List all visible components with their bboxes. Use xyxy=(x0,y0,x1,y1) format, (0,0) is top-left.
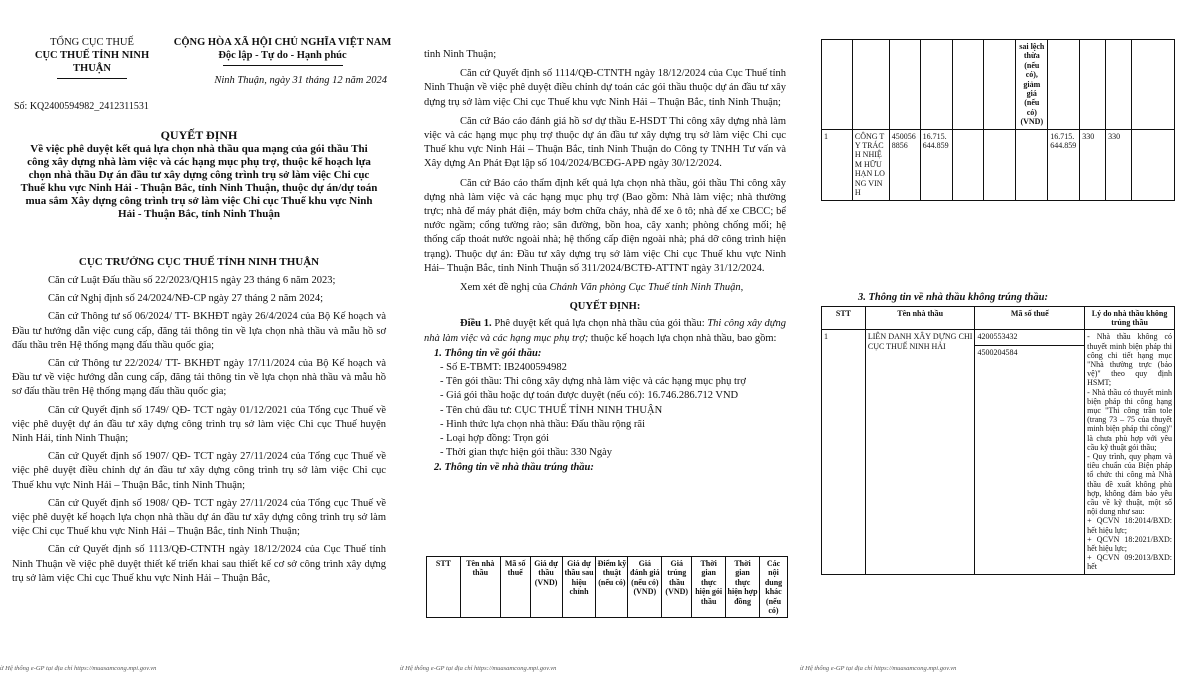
decision-subject: Về việc phê duyệt kết quả lựa chọn nhà thầu qua mạng của gói thầu Thi công xây dựng nhà làm việc và các hạng mục phụ trợ, thuộc kế hoạch lựa chọn nhà thầu Dự án đầu tư xây dựng công trình trụ sở làm việc Chi cục Thuế khu vực Ninh Hải - Thuận Bắc, tỉnh Ninh Thuận, thuộc dự án/dự toán mua sắm Xây dựng công trình trụ sở làm việc Chi cục Thuế khu vực Ninh Hải - Thuận Bắc, tỉnh Ninh Thuận xyxy=(20,143,378,220)
proposal-prefix: Xem xét đề nghị của xyxy=(460,282,550,294)
col-header: Thời gian thực hiện gói thầu xyxy=(692,557,726,618)
col-header: STT xyxy=(427,557,461,618)
article-1-text: Phê duyệt kết quả lựa chọn nhà thầu của gói thầu: xyxy=(491,318,708,330)
nation-line-1: CỘNG HÒA XÃ HỘI CHỦ NGHĨA VIỆT NAM xyxy=(173,37,392,48)
col-header: Lý do nhà thầu không trúng thầu xyxy=(1085,307,1175,330)
agency-underline xyxy=(57,78,127,79)
page-footer: ừ Hệ thống e-GP tại địa chỉ https://muasamcong.mpi.gov.vn xyxy=(400,665,557,672)
chief-title: CỤC TRƯỞNG CỤC THUẾ TỈNH NINH THUẬN xyxy=(78,256,320,268)
agency-line-2: CỤC THUẾ TỈNH NINH xyxy=(34,50,150,61)
cell-stt: 1 xyxy=(822,129,853,200)
cell-tax-code: 4500568856 xyxy=(889,129,920,200)
decides-heading: QUYẾT ĐỊNH: xyxy=(569,301,641,313)
paragraph: Căn cứ Quyết định số 1908/ QĐ- TCT ngày 27/11/2024 của Tổng cục Thuế về việc phê duyệt kế hoạch lựa chọn nhà thầu dự án đầu tư xây dựng công trình trụ sở làm việc Chi cục Thuế khu vực Ninh Hải – Thuận Bắc, tỉnh Ninh Thuận; xyxy=(12,497,386,538)
package-info-item: - Tên chủ đầu tư: CỤC THUẾ TỈNH NINH THUẬN xyxy=(440,404,663,416)
place-date: Ninh Thuận, ngày 31 tháng 12 năm 2024 xyxy=(214,75,387,86)
col-header: Giá đánh giá (nếu có) (VND) xyxy=(628,557,662,618)
decision-title xyxy=(18,129,380,221)
article-1-label: Điều 1. xyxy=(460,318,492,330)
col-header: Giá dự thầu sau hiệu chỉnh xyxy=(562,557,596,618)
section-1-title: 1. Thông tin về gói thầu: xyxy=(434,347,542,359)
loser-table xyxy=(821,306,1175,575)
section-3-title: 3. Thông tin về nhà thầu không trúng thầu: xyxy=(858,292,1048,303)
col-header: Tên nhà thầu xyxy=(460,557,500,618)
issuing-agency xyxy=(14,36,170,85)
proposal-line xyxy=(424,281,786,295)
paragraph: Căn cứ Quyết định số 1749/ QĐ- TCT ngày 01/12/2021 của Tổng cục Thuế về việc phê duyệt dự án đầu tư xây dựng công trình trụ sở làm việc Chi cục Thuế huyện Ninh Hải, tỉnh Ninh Thuận; xyxy=(12,404,386,445)
page-footer: ừ Hệ thống e-GP tại địa chỉ https://muasamcong.mpi.gov.vn xyxy=(800,665,957,672)
agency-line-1: TỔNG CỤC THUẾ xyxy=(50,37,134,48)
reason-item: - Nhà thầu có thuyết minh biện pháp thi công hạng mục "Thi công trần tole (trang 73 – 75 của thuyết minh biện pháp thi công)" là chưa phù hợp với yêu cầu kỹ thuật gói thầu; xyxy=(1087,387,1172,452)
motto-underline xyxy=(223,65,343,66)
reason-item: + QCVN 18:2014/BXD: hết hiệu lực; xyxy=(1087,516,1172,535)
col-header: Giá trúng thầu (VND) xyxy=(662,557,692,618)
reason-item: + QCVN 18:2021/BXD: hết hiệu lực; xyxy=(1087,534,1172,554)
cell-contract-time: 330 xyxy=(1106,129,1132,200)
table-row xyxy=(822,129,1175,200)
package-info-item: - Giá gói thầu hoặc dự toán được duyệt (nếu có): 16.746.286.712 VND xyxy=(440,390,739,402)
decision-heading: QUYẾT ĐỊNH xyxy=(160,128,238,142)
col-header: Các nội dung khác (nếu có) xyxy=(759,557,787,618)
col-header: STT xyxy=(822,307,866,330)
col-header: Tên nhà thầu xyxy=(865,307,975,330)
package-info-item: - Số E-TBMT: IB2400594982 xyxy=(440,362,567,374)
col-header: Mã số thuế xyxy=(500,557,530,618)
paragraph: Căn cứ Báo cáo thẩm định kết quả lựa chọn nhà thầu, gói thầu Thi công xây dựng nhà làm việc và các hạng mục phụ trợ (Bao gồm: Nhà làm việc; nhà thường trực; nhà để máy phát điện, máy bơm chữa cháy, nhà để xe ô tô; nhà để xe CBCC; bể nước ngầm; cổng tường rào; sân đường, bồn hoa, cây xanh; phòng chống mối; hệ thống cấp thoát nước ngoài nhà; hệ thống cấp điện ngoài nhà; phá dỡ công trình hiện trạng). Thuộc dự án: Đầu tư xây dựng trụ sở làm việc Chi cục Thuế khu vực Ninh Hải– Thuận Bắc, tỉnh Ninh Thuận số 311/2024/BCTĐ-ATTNT ngày 31/12/2024. xyxy=(424,177,786,274)
tax-code: 4500204584 xyxy=(975,345,1084,357)
col-header: Mã số thuế xyxy=(975,307,1085,330)
table-row xyxy=(822,330,1175,574)
winner-table-header xyxy=(426,556,788,618)
reason-item: - Quy trình, quy phạm và tiêu chuẩn của Biện pháp tổ chức thi công mà Nhà thầu đề xuất không phù hợp, không đảm bảo yêu cầu về kỹ thuật, một số nội dung như sau: xyxy=(1087,452,1172,517)
cell-stt: 1 xyxy=(822,330,866,574)
col-header: Thời gian thực hiện hợp đồng xyxy=(726,557,760,618)
table-row xyxy=(822,40,1175,130)
nation-line-2: Độc lập - Tự do - Hạnh phúc xyxy=(218,50,347,61)
document-page-1 xyxy=(0,0,400,678)
cell-tax-codes xyxy=(975,330,1085,574)
article-1-tail: thuộc kế hoạch lựa chọn nhà thầu, bao gồm: xyxy=(588,332,777,344)
package-info-item: - Tên gói thầu: Thi công xây dựng nhà làm việc và các hạng mục phụ trợ xyxy=(440,376,746,388)
paragraph: Căn cứ Quyết định số 1113/QĐ-CTNTH ngày 18/12/2024 của Cục Thuế tỉnh Ninh Thuận về việc phê duyệt thiết kế triển khai sau thiết kế cơ sở công trình xây dựng trụ sở làm việc Chi cục Thuế khu vực Ninh Hải – Thuận Bắc, xyxy=(12,544,386,584)
paragraph: Căn cứ Thông tư số 06/2024/ TT- BKHĐT ngày 26/4/2024 của Bộ Kế hoạch và Đầu tư hướng dẫn việc cung cấp, đăng tải thông tin về lựa chọn nhà thầu và mẫu hồ sơ đấu thầu trên Hệ thống mạng đấu thầu quốc gia; xyxy=(12,311,386,351)
document-page-2 xyxy=(400,0,800,678)
winner-table-continued xyxy=(821,39,1175,201)
cell-contractor-name: LIÊN DANH XÂY DỰNG CHI CỤC THUẾ NINH HẢI xyxy=(865,330,975,574)
reason-item: - Nhà thầu không có thuyết minh biện pháp thi công chi tiết hạng mục "Nhà thường trực (bảo vệ)" theo quy định HSMT; xyxy=(1087,332,1172,388)
page-footer: ừ Hệ thống e-GP tại địa chỉ https://muasamcong.mpi.gov.vn xyxy=(0,665,157,672)
legal-bases xyxy=(12,274,386,590)
paragraph: Căn cứ Nghị định số 24/2024/NĐ-CP ngày 27 tháng 2 năm 2024; xyxy=(48,293,324,305)
col-header: Điểm kỹ thuật (nếu có) xyxy=(596,557,628,618)
reason-item: + QCVN 09:2013/BXD: hết xyxy=(1087,553,1172,572)
package-info-item: - Loại hợp đồng: Trọn gói xyxy=(440,433,550,445)
paragraph: Căn cứ Thông tư 22/2024/ TT- BKHĐT ngày 17/11/2024 của Bộ Kế hoạch và Đầu tư về việc hướng dẫn cung cấp, đăng tải thông tin về lựa chọn nhà thầu và mẫu hồ sơ đấu thầu trên Hệ thống mạng đấu thầu quốc gia; xyxy=(12,358,386,398)
carry-over-text: tỉnh Ninh Thuận; xyxy=(424,49,497,60)
cell-winning-price: 16.715.644.859 xyxy=(1048,129,1080,200)
national-motto xyxy=(170,36,395,87)
article-1-package: Thi công xây dựng nhà làm việc và các hạng mục phụ trợ; xyxy=(424,318,786,344)
package-info-item: - Thời gian thực hiện gói thầu: 330 Ngày xyxy=(440,447,613,459)
paragraph: Căn cứ Luật Đấu thầu số 22/2023/QH15 ngày 23 tháng 6 năm 2023; xyxy=(48,275,336,286)
paragraph: Căn cứ Báo cáo đánh giá hồ sơ dự thầu E-HSDT Thi công xây dựng nhà làm việc và các hạng mục phụ trợ thuộc dự án đầu tư xây dựng trụ sở làm việc Chi cục Thuế khu vực Ninh Hải – Thuận Bắc, tỉnh Ninh Thuận do Công ty TNHH Tư vấn và Xây dựng An Phát Đạt lập số 104/2024/BCĐG-APĐ ngày 30/12/2024. xyxy=(424,115,786,170)
col-header: Giá dự thầu (VND) xyxy=(530,557,562,618)
cell-package-time: 330 xyxy=(1080,129,1106,200)
deviation-header: sai lệch thừa (nếu có), giảm giá (nếu có) (VND) xyxy=(1016,40,1048,130)
paragraph: Căn cứ Quyết định số 1114/QĐ-CTNTH ngày 18/12/2024 của Cục Thuế tỉnh Ninh Thuận về việc phê duyệt điều chỉnh dự toán các gói thầu thuộc dự án đầu tư xây dựng trụ sở làm việc Chi cục Thuế khu vực Ninh Hải – Thuận Bắc, tỉnh Ninh Thuận; xyxy=(424,68,786,108)
table-header-row xyxy=(822,307,1175,330)
proposal-office: Chánh Văn phòng Cục Thuế tỉnh Ninh Thuận, xyxy=(549,282,744,294)
tax-code: 4200553432 xyxy=(977,332,1018,342)
cell-bid-price: 16.715.644.859 xyxy=(920,129,952,200)
article-1 xyxy=(424,317,786,345)
page-2-body xyxy=(424,48,786,476)
cell-reasons xyxy=(1085,330,1175,574)
document-number: Số: KQ2400594982_2412311531 xyxy=(14,101,149,112)
package-info-item: - Hình thức lựa chọn nhà thầu: Đấu thầu rộng rãi xyxy=(440,418,645,430)
paragraph: Căn cứ Quyết định số 1907/ QĐ- TCT ngày 27/11/2024 của Tổng cục Thuế về việc phê duyệt điều chỉnh dự án đầu tư xây dựng công trình trụ sở làm việc Chi cục Thuế khu vực Ninh Hải – Thuận Bắc, tỉnh Ninh Thuận; xyxy=(12,451,386,491)
cell-contractor-name: CÔNG TY TRÁCH NHIỆM HỮU HẠN LONG VINH xyxy=(852,129,889,200)
agency-line-3: THUẬN xyxy=(73,63,111,74)
section-2-title: 2. Thông tin về nhà thầu trúng thầu: xyxy=(434,462,594,474)
